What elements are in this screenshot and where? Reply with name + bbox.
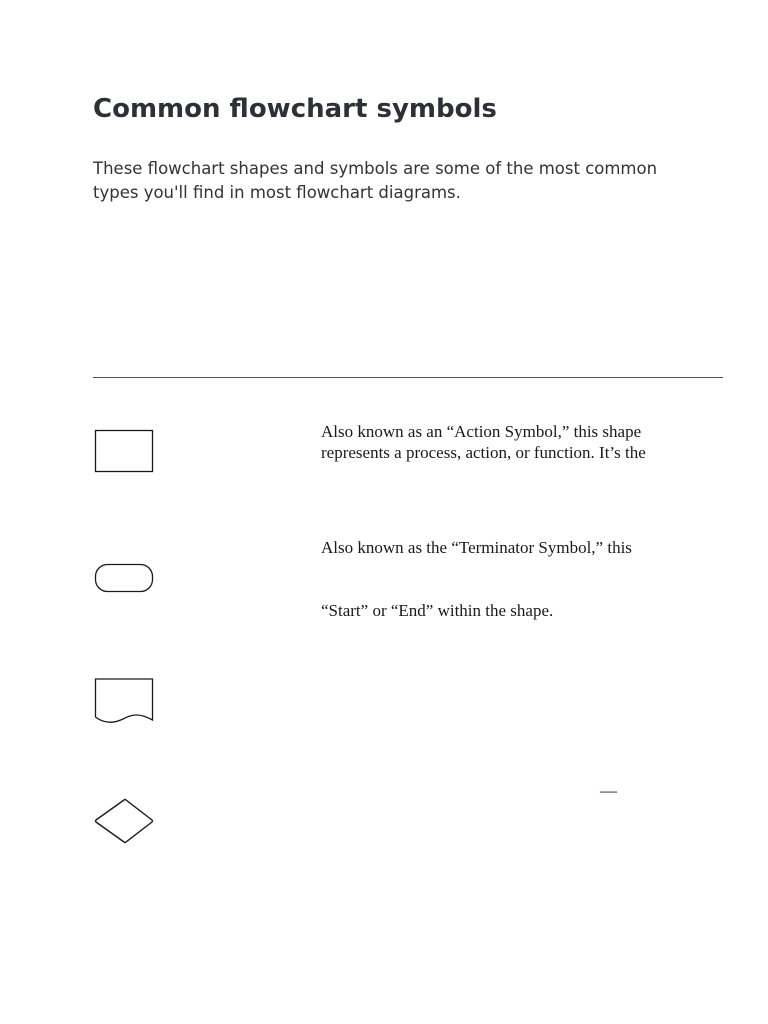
decision-trailing-dash: — [600,781,617,800]
terminator-description-line-2: “Start” or “End” within the shape. [321,601,554,620]
process-description-line-1: Also known as an “Action Symbol,” this shape [321,422,642,441]
document-wave-icon [94,676,156,726]
intro-paragraph: These flowchart shapes and symbols are some of the most common types you'll find in most flowchart diagrams. [93,159,658,202]
terminator-description-line-1: Also known as the “Terminator Symbol,” this [321,538,632,557]
page-title: Common flowchart symbols [93,94,497,124]
terminator-oval-icon [94,562,156,594]
section-divider [93,377,723,378]
process-description-line-2: represents a process, action, or function. It’s the [321,443,646,462]
decision-diamond-icon [94,796,158,848]
process-rectangle-icon [94,428,156,474]
